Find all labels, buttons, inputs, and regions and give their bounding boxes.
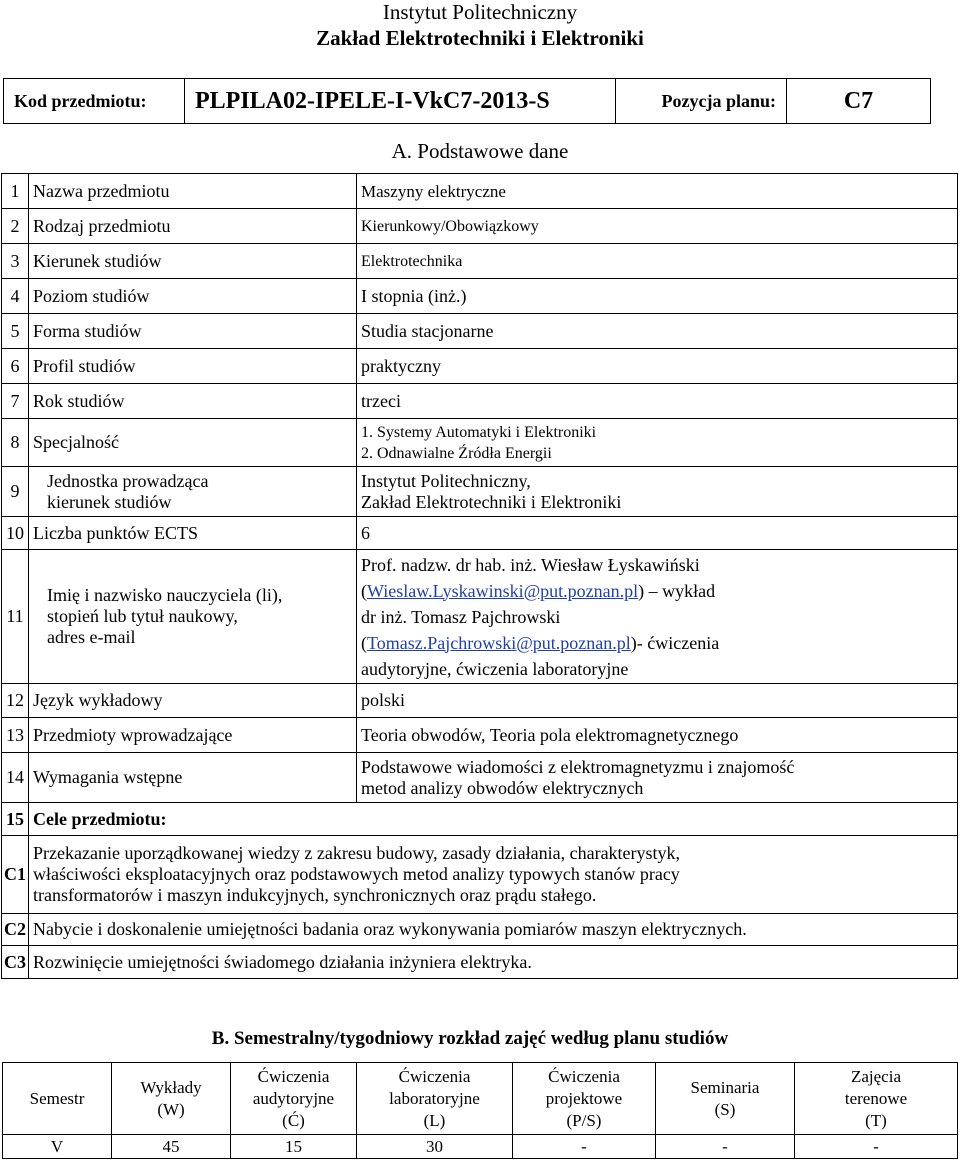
header-line: (P/S) bbox=[566, 1110, 602, 1130]
lecturer-1: Prof. nadzw. dr hab. inż. Wiesław Łyskawiński bbox=[361, 554, 700, 575]
row-number: 12 bbox=[2, 684, 29, 718]
row-label: Język wykładowy bbox=[29, 684, 357, 718]
row-number: 1 bbox=[2, 174, 29, 209]
lab-cell: 30 bbox=[357, 1135, 513, 1159]
row-number: 13 bbox=[2, 718, 29, 753]
row-number: 7 bbox=[2, 384, 29, 419]
header-line: audytoryjne bbox=[252, 1088, 335, 1108]
seminar-cell: - bbox=[656, 1135, 795, 1159]
table-row bbox=[2, 684, 958, 718]
schedule-table bbox=[2, 1062, 958, 1159]
header-line: (L) bbox=[423, 1110, 446, 1130]
header-line: (W) bbox=[157, 1099, 185, 1119]
row-number: 15 bbox=[2, 803, 29, 836]
lecturer-2: dr inż. Tomasz Pajchrowski bbox=[361, 606, 561, 627]
table-row bbox=[2, 174, 958, 209]
row-label: Jednostka prowadząca bbox=[47, 470, 209, 491]
table-row bbox=[2, 517, 958, 550]
row-number: 8 bbox=[2, 419, 29, 467]
unit-line-2: Zakład Elektrotechniki i Elektroniki bbox=[361, 491, 622, 512]
goal-text: Rozwinięcie umiejętności świadomego działania inżyniera elektryka. bbox=[29, 946, 958, 979]
lecturer-2-role-cont: audytoryjne, ćwiczenia laboratoryjne bbox=[361, 658, 629, 679]
row-number: 10 bbox=[2, 517, 29, 550]
table-row bbox=[2, 836, 958, 914]
auditory-cell: 15 bbox=[231, 1135, 357, 1159]
table-row bbox=[2, 279, 958, 314]
row-label: Liczba punktów ECTS bbox=[29, 517, 357, 550]
table-row bbox=[2, 209, 958, 244]
goal-text: transformatorów i maszyn indukcyjnych, synchronicznych oraz prądu stałego. bbox=[33, 885, 597, 905]
schedule-data-row bbox=[3, 1135, 958, 1159]
row-value: Teoria obwodów, Teoria pola elektromagnetycznego bbox=[357, 718, 958, 753]
header-line: (S) bbox=[714, 1099, 736, 1119]
row-value: praktyczny bbox=[357, 349, 958, 384]
header-cell bbox=[112, 1063, 231, 1135]
section-a-title: A. Podstawowe dane bbox=[391, 139, 569, 163]
email-link-2[interactable]: Tomasz.Pajchrowski@put.poznan.pl bbox=[367, 632, 631, 653]
header-line: Ćwiczenia bbox=[257, 1066, 330, 1086]
goal-code: C1 bbox=[2, 836, 29, 914]
header-line: terenowe bbox=[844, 1088, 908, 1108]
table-row bbox=[2, 314, 958, 349]
row-label: Kierunek studiów bbox=[29, 244, 357, 279]
section-b-title: B. Semestralny/tygodniowy rozkład zajęć według planu studiów bbox=[211, 1028, 729, 1049]
institute-name: Instytut Politechniczny bbox=[382, 0, 578, 24]
semester-cell: V bbox=[3, 1135, 112, 1159]
header-line: Semestr bbox=[29, 1088, 85, 1108]
position-label: Pozycja planu: bbox=[616, 79, 787, 124]
table-row bbox=[2, 384, 958, 419]
header-cell bbox=[231, 1063, 357, 1135]
field-cell: - bbox=[795, 1135, 958, 1159]
goal-text: Przekazanie uporządkowanej wiedzy z zakresu budowy, zasady działania, charakterystyk, bbox=[33, 843, 681, 863]
code-label: Kod przedmiotu: bbox=[4, 79, 185, 124]
row-label: Forma studiów bbox=[29, 314, 357, 349]
header-line: Ćwiczenia bbox=[398, 1066, 471, 1086]
row-number: 5 bbox=[2, 314, 29, 349]
table-row bbox=[2, 244, 958, 279]
table-row bbox=[2, 718, 958, 753]
email-link-1[interactable]: Wieslaw.Lyskawinski@put.poznan.pl bbox=[367, 580, 639, 601]
goal-code: C2 bbox=[2, 914, 29, 946]
row-number: 2 bbox=[2, 209, 29, 244]
header-line: projektowe bbox=[545, 1088, 623, 1108]
lectures-cell: 45 bbox=[112, 1135, 231, 1159]
header-line: (Ć) bbox=[282, 1110, 305, 1130]
row-number: 6 bbox=[2, 349, 29, 384]
table-row bbox=[2, 419, 958, 467]
lecturer-2-role: - ćwiczenia bbox=[636, 632, 720, 653]
schedule-header-row bbox=[3, 1063, 958, 1135]
row-label: Rok studiów bbox=[29, 384, 357, 419]
header-line: (T) bbox=[865, 1110, 887, 1130]
row-number: 3 bbox=[2, 244, 29, 279]
goal-text: Nabycie i doskonalenie umiejętności badania oraz wykonywania pomiarów maszyn elektrycznych. bbox=[29, 914, 958, 946]
header-cell bbox=[357, 1063, 513, 1135]
row-label: adres e-mail bbox=[47, 627, 136, 647]
position-value: C7 bbox=[787, 79, 931, 124]
goal-text: właściwości eksploatacyjnych oraz podstawowych metod analizy typowych stanów pracy bbox=[33, 864, 680, 884]
row-label: Przedmioty wprowadzające bbox=[29, 718, 357, 753]
code-value: PLPILA02-IPELE-I-VkC7-2013-S bbox=[185, 79, 616, 124]
table-row bbox=[2, 946, 958, 979]
header-cell bbox=[513, 1063, 656, 1135]
specialty-1: 1. Systemy Automatyki i Elektroniki bbox=[361, 423, 597, 441]
row-value: I stopnia (inż.) bbox=[357, 279, 958, 314]
requirements-line-2: metod analizy obwodów elektrycznych bbox=[361, 777, 644, 798]
table-row bbox=[2, 753, 958, 803]
row-label: kierunek studiów bbox=[47, 491, 172, 512]
course-code-box bbox=[3, 78, 931, 124]
header-line: Seminaria bbox=[690, 1077, 760, 1097]
row-number: 14 bbox=[2, 753, 29, 803]
row-label: Imię i nazwisko nauczyciela (li), bbox=[47, 585, 283, 605]
row-label: stopień lub tytuł naukowy, bbox=[47, 606, 238, 626]
table-row bbox=[2, 803, 958, 836]
header-line: Wykłady bbox=[140, 1077, 202, 1097]
row-value: Kierunkowy/Obowiązkowy bbox=[357, 209, 958, 244]
ects-value: 6 bbox=[357, 517, 958, 550]
header-cell bbox=[795, 1063, 958, 1135]
table-row: 11 Imię i nazwisko nauczyciela (li), stopień lub tytuł naukowy, adres e-mail Prof. nadzw. dr hab. inż. Wiesław Łyskawiński (Wieslaw.Lyskawinski@put.poznan.pl) – wykład dr inż. Tomasz Pajchrowski (Tomasz.Pajchrowski@put.poznan.pl)- ćwiczenia audytoryjne, ćwiczenia laboratoryjne bbox=[2, 550, 958, 684]
project-cell: - bbox=[513, 1135, 656, 1159]
basic-data-table bbox=[1, 173, 958, 979]
table-row bbox=[2, 349, 958, 384]
table-row bbox=[2, 467, 958, 517]
row-value: Elektrotechnika bbox=[357, 244, 958, 279]
unit-line-1: Instytut Politechniczny, bbox=[361, 470, 531, 491]
header-line: Zajęcia bbox=[850, 1066, 901, 1086]
row-value: Studia stacjonarne bbox=[357, 314, 958, 349]
row-value: Maszyny elektryczne bbox=[357, 174, 958, 209]
row-value: trzeci bbox=[357, 384, 958, 419]
row-label: Rodzaj przedmiotu bbox=[29, 209, 357, 244]
table-row bbox=[2, 914, 958, 946]
specialty-2: 2. Odnawialne Źródła Energii bbox=[361, 444, 552, 462]
header-line: Ćwiczenia bbox=[548, 1066, 620, 1086]
row-number: 4 bbox=[2, 279, 29, 314]
goal-code: C3 bbox=[2, 946, 29, 979]
row-label: Specjalność bbox=[29, 419, 357, 467]
row-number: 9 bbox=[2, 467, 29, 517]
header-cell bbox=[656, 1063, 795, 1135]
requirements-line-1: Podstawowe wiadomości z elektromagnetyzmu i znajomość bbox=[361, 756, 795, 777]
row-label: Profil studiów bbox=[29, 349, 357, 384]
department-name: Zakład Elektrotechniki i Elektroniki bbox=[316, 26, 644, 50]
header-line: laboratoryjne bbox=[389, 1088, 480, 1108]
row-number: 11 bbox=[2, 550, 29, 684]
row-label: Nazwa przedmiotu bbox=[29, 174, 357, 209]
goals-heading: Cele przedmiotu: bbox=[29, 803, 958, 836]
row-value: polski bbox=[357, 684, 958, 718]
lecturer-1-role: – wykład bbox=[644, 580, 716, 601]
header-cell bbox=[3, 1063, 112, 1135]
row-label: Poziom studiów bbox=[29, 279, 357, 314]
row-label: Wymagania wstępne bbox=[29, 753, 357, 803]
